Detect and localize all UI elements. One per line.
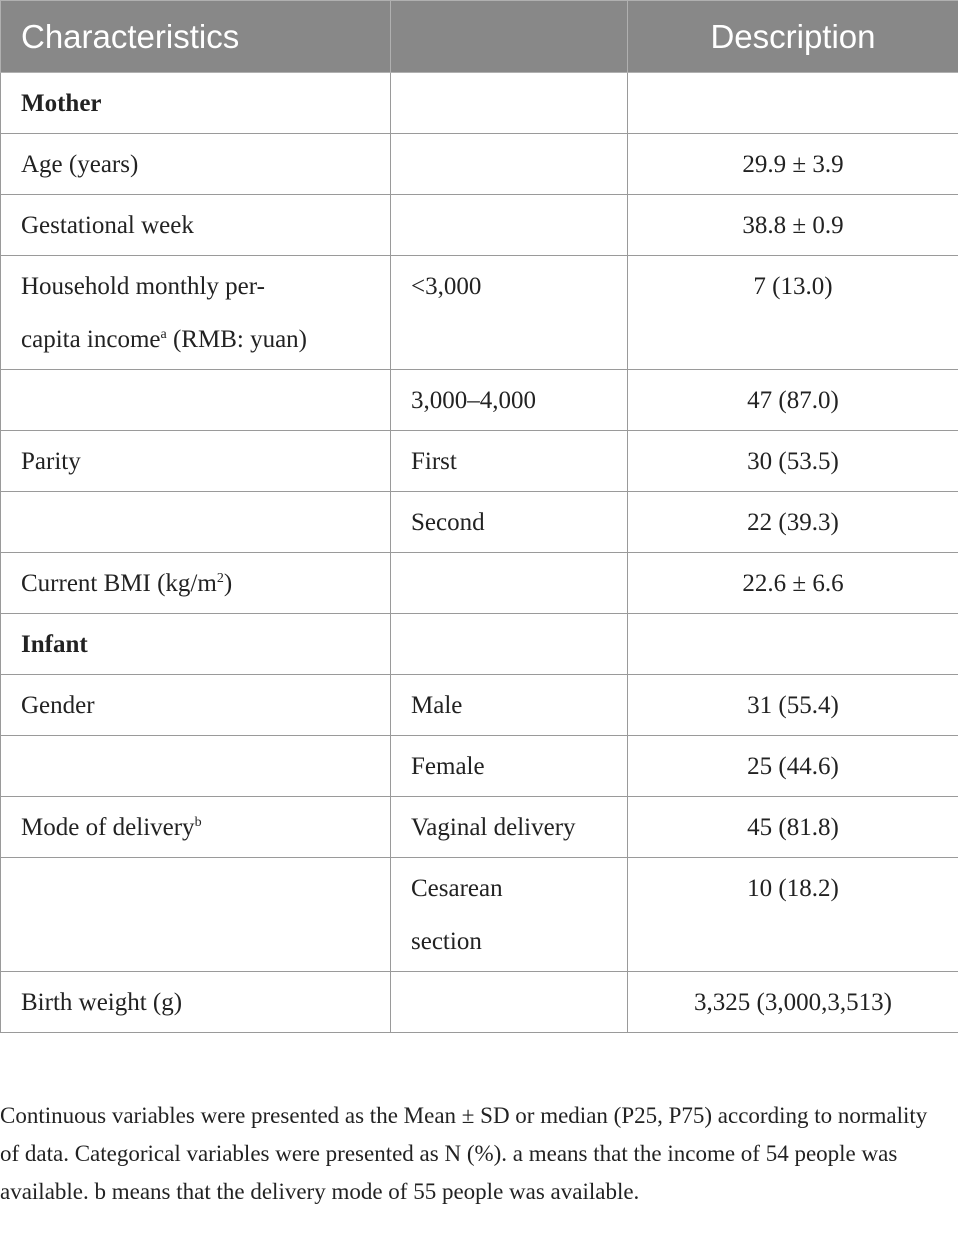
income-label-line1: Household monthly per- (21, 273, 265, 300)
bmi-superscript: 2 (216, 570, 224, 586)
delivery-category-1: Vaginal delivery (391, 797, 628, 858)
table-row-delivery (1, 797, 958, 858)
birth-weight-label: Birth weight (g) (1, 972, 391, 1033)
parity-value-1: 30 (53.5) (628, 431, 958, 492)
table-row-parity-2 (1, 492, 958, 553)
delivery-footnote-marker: b (194, 814, 202, 830)
income-footnote-marker: a (160, 327, 167, 342)
delivery-label-text: Mode of delivery (21, 813, 195, 841)
age-value: 29.9 ± 3.9 (628, 134, 958, 195)
empty-cell (1, 492, 391, 553)
table-row-birth-weight (1, 972, 958, 1033)
table-row-income-2 (1, 370, 958, 431)
table-header (1, 1, 958, 73)
table-row-age (1, 134, 958, 195)
age-label: Age (years) (1, 134, 391, 195)
gestational-week-value: 38.8 ± 0.9 (628, 195, 958, 256)
empty-cell (391, 73, 628, 134)
table-row-gestational-week (1, 195, 958, 256)
delivery-category-2 (391, 858, 628, 972)
bmi-label-close: ) (223, 569, 233, 597)
delivery-value-2: 10 (18.2) (628, 858, 958, 972)
empty-cell (1, 736, 391, 797)
table-row-gender-2 (1, 736, 958, 797)
parity-label: Parity (1, 431, 391, 492)
section-infant-label: Infant (1, 614, 391, 675)
table-row-infant (1, 614, 958, 675)
empty-cell (391, 195, 628, 256)
empty-cell (391, 553, 628, 614)
birth-weight-value: 3,325 (3,000,3,513) (628, 972, 958, 1033)
income-label (1, 256, 391, 370)
parity-category-2: Second (391, 492, 628, 553)
income-value-2: 47 (87.0) (628, 370, 958, 431)
table-row-bmi (1, 553, 958, 614)
header-characteristics: Characteristics (1, 1, 391, 73)
section-mother-label: Mother (1, 73, 391, 134)
bmi-value: 22.6 ± 6.6 (628, 553, 958, 614)
table-footnote: Continuous variables were presented as the Mean ± SD or median (P25, P75) according to normality of data. Categorical variables were presented as N (%). a means that the income of 54 people was available. b means that the delivery mode of 55 people was available. (0, 1103, 928, 1204)
empty-cell (1, 370, 391, 431)
gender-category-2: Female (391, 736, 628, 797)
income-label-line2: capita income (21, 326, 161, 353)
header-description: Description (628, 1, 958, 73)
bmi-label-text: Current BMI (kg/m (21, 569, 217, 597)
parity-value-2: 22 (39.3) (628, 492, 958, 553)
table-row-mother (1, 73, 958, 134)
gender-value-2: 25 (44.6) (628, 736, 958, 797)
empty-cell (628, 614, 958, 675)
table-body (1, 73, 958, 1033)
empty-cell (628, 73, 958, 134)
empty-cell (1, 858, 391, 972)
delivery-value-1: 45 (81.8) (628, 797, 958, 858)
empty-cell (391, 134, 628, 195)
table-row-parity (1, 431, 958, 492)
header-category (391, 1, 628, 73)
header-row (1, 1, 958, 73)
table-row-delivery-2 (1, 858, 958, 972)
gestational-week-label: Gestational week (1, 195, 391, 256)
delivery-label (1, 797, 391, 858)
parity-category-1: First (391, 431, 628, 492)
gender-value-1: 31 (55.4) (628, 675, 958, 736)
income-category-2: 3,000–4,000 (391, 370, 628, 431)
bmi-label (1, 553, 391, 614)
gender-label: Gender (1, 675, 391, 736)
delivery-category-2-line2: section (411, 928, 482, 955)
income-value-1: 7 (13.0) (628, 256, 958, 370)
table-row-income (1, 256, 958, 370)
income-label-unit: (RMB: yuan) (166, 326, 308, 353)
income-category-1: <3,000 (391, 256, 628, 370)
empty-cell (391, 972, 628, 1033)
table-row-gender (1, 675, 958, 736)
gender-category-1: Male (391, 675, 628, 736)
empty-cell (391, 614, 628, 675)
delivery-category-2-line1: Cesarean (411, 875, 503, 902)
